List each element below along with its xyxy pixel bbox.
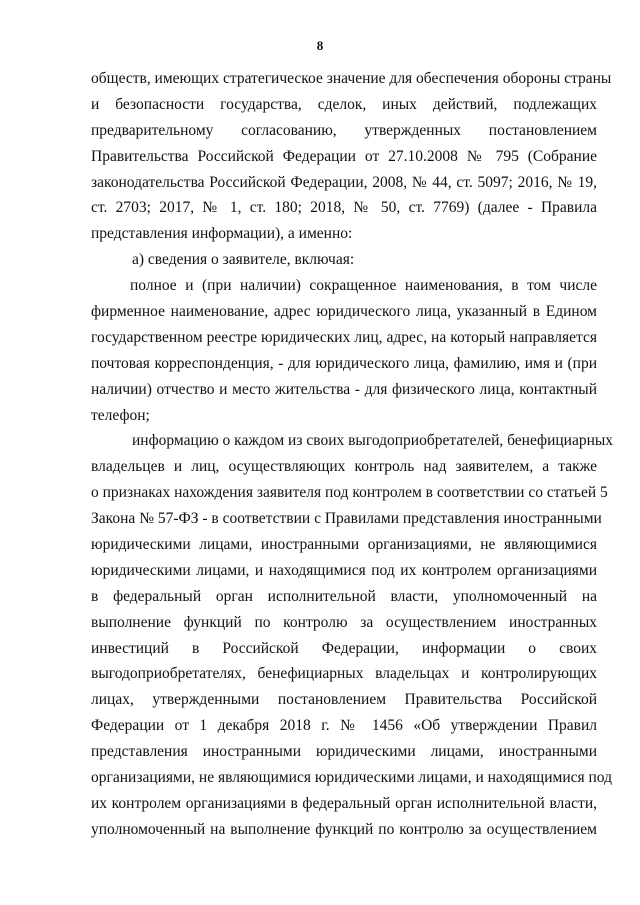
text-line: организациями, не являющимися юридическими лицами, и находящимися под [91,769,612,787]
text-line: выполнение функций по контролю за осуществлением иностранных [91,613,597,631]
paragraph [91,66,612,247]
text-line: уполномоченный на выполнение функций по контролю за осуществлением [91,820,597,838]
text-line: юридическими лицами, иностранными организациями, не являющимися [91,536,597,554]
text-line: наличии) отчество и место жительства - для физического лица, контактный [91,380,597,398]
text-line: ст. 2703; 2017, № 1, ст. 180; 2018, № 50, ст. 7769) (далее - Правила [91,199,597,217]
text-line: представления информации), а именно: [91,225,353,243]
text-line: почтовая корреспонденция, - для юридического лица, фамилию, имя и (при [91,354,597,372]
text-line: представления иностранными юридическими лицами, иностранными [91,743,597,761]
text-line: Федерации от 1 декабря 2018 г. № 1456 «Об утверждении Правил [91,717,597,735]
paragraph [91,428,614,842]
text-line: о признаках нахождения заявителя под контролем в соответствии со статьей 5 [91,484,608,502]
paragraph [91,247,597,273]
text-line: юридическими лицами, и находящимися под их контролем организациями [91,561,597,579]
text-line: а) сведения о заявителе, включая: [132,251,355,269]
text-line: их контролем организациями в федеральный орган исполнительной власти, [91,794,597,812]
text-line: государственном реестре юридических лиц, адрес, на который направляется [91,328,597,346]
page-number: 8 [316,38,324,53]
text-line: выгодоприобретателях, бенефициарных владельцах и контролирующих [91,665,597,683]
paragraph [91,273,597,428]
text-line: Закона № 57-ФЗ - в соответствии с Правилами представления иностранными [91,510,602,528]
text-line: лицах, утвержденными постановлением Правительства Российской [91,691,597,709]
text-line: в федеральный орган исполнительной власти, уполномоченный на [91,587,597,605]
text-line: полное и (при наличии) сокращенное наименования, в том числе [130,277,597,295]
text-line: владельцев и лиц, осуществляющих контроль над заявителем, а также [91,458,597,476]
text-line: Правительства Российской Федерации от 27.10.2008 № 795 (Собрание [91,147,597,165]
text-line: предварительному согласованию, утвержденных постановлением [91,121,597,139]
text-line: информацию о каждом из своих выгодоприобретателей, бенефициарных [132,432,614,450]
text-line: и безопасности государства, сделок, иных действий, подлежащих [91,95,597,113]
text-line: телефон; [91,406,150,424]
text-line: фирменное наименование, адрес юридического лица, указанный в Едином [91,303,597,321]
text-line: инвестиций в Российской Федерации, информации о своих [91,639,597,657]
document-body [91,66,614,843]
text-line: законодательства Российской Федерации, 2008, № 44, ст. 5097; 2016, № 19, [91,173,597,191]
text-line: обществ, имеющих стратегическое значение для обеспечения обороны страны [91,70,612,87]
